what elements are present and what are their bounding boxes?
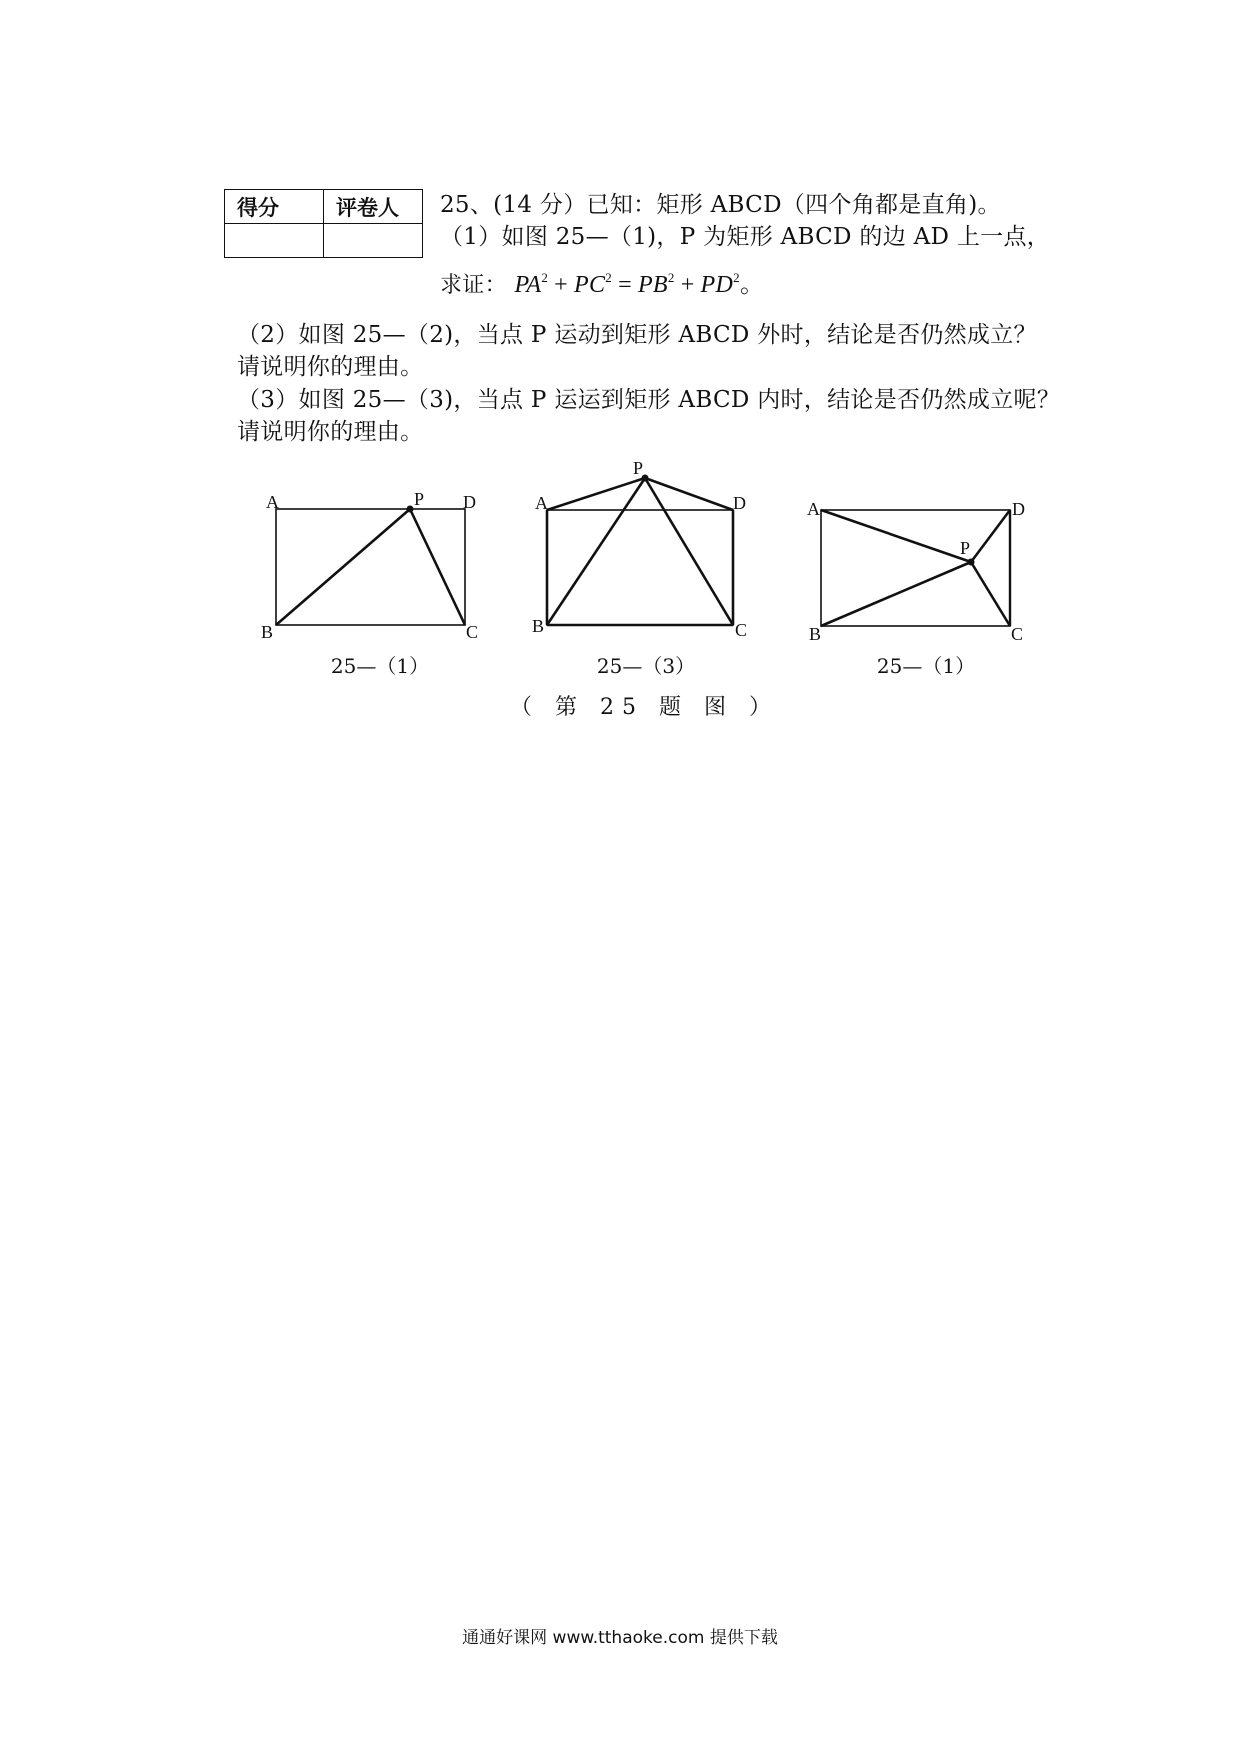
prove-prefix: 求证： [440, 273, 507, 298]
segment-pd [971, 510, 1010, 562]
problem-part3-line1: （3）如图 25—（3)，当点 P 运运到矩形 ABCD 内时，结论是否仍然成立呢？ [237, 387, 1061, 413]
grader-blank [324, 224, 423, 258]
label-a: A [266, 492, 279, 512]
figure-1-diagram [260, 486, 490, 641]
segment-pc [410, 509, 465, 625]
problem-heading: 25、(14 分）已知：矩形 ABCD（四个角都是直角)。 [440, 192, 1001, 218]
figure-1-caption: 25—（1） [330, 654, 430, 678]
segment-pc [971, 562, 1010, 626]
label-c: C [735, 620, 748, 640]
figure-group-caption: （ 第 25 题 图 ） [510, 695, 779, 720]
score-table [224, 189, 423, 258]
label-p: P [960, 538, 971, 558]
score-label: 得分 [225, 190, 324, 224]
segment-pd [645, 478, 733, 510]
segment-pb [547, 478, 645, 625]
rectangle-abcd [547, 510, 733, 625]
figure-2-diagram [527, 458, 767, 643]
figure-3-diagram [805, 490, 1045, 645]
label-a: A [535, 493, 548, 513]
label-b: B [261, 622, 274, 641]
score-blank [225, 224, 324, 258]
point-p-dot [968, 559, 975, 566]
segment-pb [821, 562, 971, 626]
rectangle-abcd [821, 510, 1010, 626]
label-b: B [532, 616, 545, 636]
point-p-dot [407, 506, 414, 513]
label-p: P [633, 458, 644, 478]
figure-3-caption: 25—（1） [876, 654, 976, 678]
label-d: D [1012, 499, 1025, 519]
label-b: B [809, 624, 822, 644]
problem-part3-line2: 请说明你的理由。 [237, 419, 424, 445]
label-d: D [463, 492, 476, 512]
label-d: D [733, 493, 746, 513]
problem-part2-line1: （2）如图 25—（2)，当点 P 运动到矩形 ABCD 外时，结论是否仍然成立？ [237, 322, 1037, 348]
segment-pa [547, 478, 645, 510]
label-p: P [414, 489, 425, 509]
prove-statement [440, 264, 764, 299]
figure-2-caption: 25—（3） [596, 654, 696, 678]
grader-label: 评卷人 [324, 190, 423, 224]
problem-part1: （1）如图 25—（1)，P 为矩形 ABCD 的边 AD 上一点， [440, 224, 1051, 250]
label-c: C [1011, 624, 1024, 644]
segment-pb [276, 509, 410, 625]
page-footer: 通通好课网 www.tthaoke.com 提供下载 [462, 1628, 778, 1648]
segment-pa [821, 510, 971, 562]
segment-pc [645, 478, 733, 625]
problem-part2-line2: 请说明你的理由。 [237, 354, 424, 380]
label-a: A [807, 499, 820, 519]
formula: $PA^2 + PC^2 = PB^2 + PD^2$。 [514, 270, 765, 298]
label-c: C [466, 622, 479, 641]
